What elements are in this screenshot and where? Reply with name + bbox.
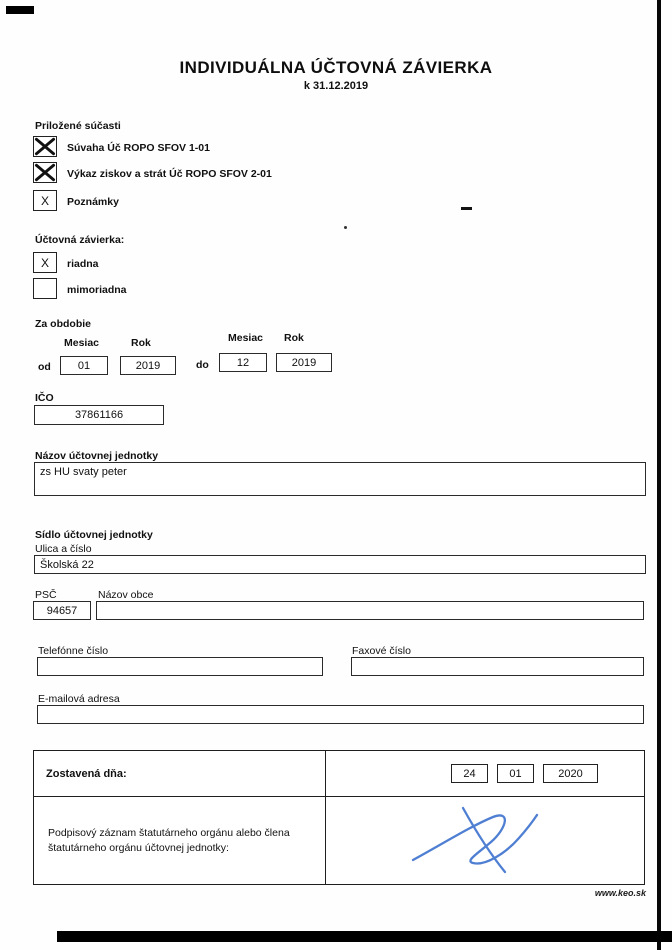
from-year-box [120,356,176,375]
email-box [37,705,644,724]
date-day-value: 24 [463,767,476,780]
compiled-date-label: Zostavená dňa: [34,751,326,797]
psc-box [33,601,91,620]
closing-type-label-riadna: riadna [67,258,99,270]
date-year-box [543,764,598,783]
compiled-date-cell [326,751,644,797]
to-month-value: 12 [236,356,250,369]
street-value: Školská 22 [40,558,94,571]
form-subtitle: k 31.12.2019 [303,80,369,92]
attachment-label-poznamky: Poznámky [67,196,119,208]
scan-artifact [657,0,661,950]
month-label-from: Mesiac [64,337,100,349]
form-title: INDIVIDUÁLNA ÚČTOVNÁ ZÁVIERKA [179,58,493,77]
entity-name-box [34,462,646,496]
attachments-heading: Priložené súčasti [35,120,121,132]
date-month-box [497,764,534,783]
stray-mark [461,207,472,210]
address-heading: Sídlo účtovnej jednotky [35,529,153,541]
footer-link: www.keo.sk [594,888,646,898]
town-box [96,601,644,620]
to-year-box [276,353,332,372]
phone-box [37,657,323,676]
ico-box [34,405,164,425]
signature-table [33,750,645,885]
town-label: Názov obce [98,589,154,601]
heavy-x-mark [34,137,56,156]
month-label-to: Mesiac [228,332,264,344]
to-month-box [219,353,267,372]
email-label: E-mailová adresa [38,693,120,705]
checkbox-poznamky [33,190,57,211]
entity-name-label: Názov účtovnej jednotky [35,450,159,462]
entity-name-value: zs HU svaty peter [40,466,127,478]
fax-label: Faxové číslo [352,645,411,657]
from-year-value: 2019 [135,359,161,372]
from-month-box [60,356,108,375]
from-label: od [38,361,51,373]
closing-type-heading: Účtovná závierka: [35,234,125,246]
date-day-box [451,764,488,783]
checkbox-mimoriadna [33,278,57,299]
year-label-from: Rok [131,337,151,349]
x-mark: X [40,255,49,270]
closing-type-label-mimoriadna: mimoriadna [67,284,127,296]
phone-label: Telefónne číslo [38,645,109,657]
x-mark: X [40,193,49,208]
checkbox-vykaz [33,162,57,183]
signature-cell [326,797,644,884]
period-heading: Za obdobie [35,318,91,330]
stray-mark [344,226,347,229]
to-year-value: 2019 [291,356,317,369]
attachment-label-suvaha: Súvaha Úč ROPO SFOV 1-01 [67,142,210,154]
psc-label: PSČ [35,589,57,601]
date-month-value: 01 [509,767,522,780]
signature-statement: Podpisový záznam štatutárneho orgánu alebo člena štatutárneho orgánu účtovnej jednotky: [34,797,326,884]
street-box [34,555,646,574]
street-label: Ulica a číslo [35,543,92,555]
to-label: do [196,359,209,371]
heavy-x-mark [34,163,56,182]
scan-artifact [6,6,34,14]
signature [405,802,565,880]
checkbox-riadna [33,252,57,273]
psc-value: 94657 [46,604,78,617]
fax-box [351,657,644,676]
attachment-label-vykaz: Výkaz ziskov a strát Úč ROPO SFOV 2-01 [67,168,272,180]
date-year-value: 2020 [558,767,583,780]
checkbox-suvaha [33,136,57,157]
from-month-value: 01 [77,359,91,372]
scan-artifact [57,931,672,942]
year-label-to: Rok [284,332,304,344]
ico-value: 37861166 [74,409,124,421]
ico-label: IČO [35,392,54,404]
